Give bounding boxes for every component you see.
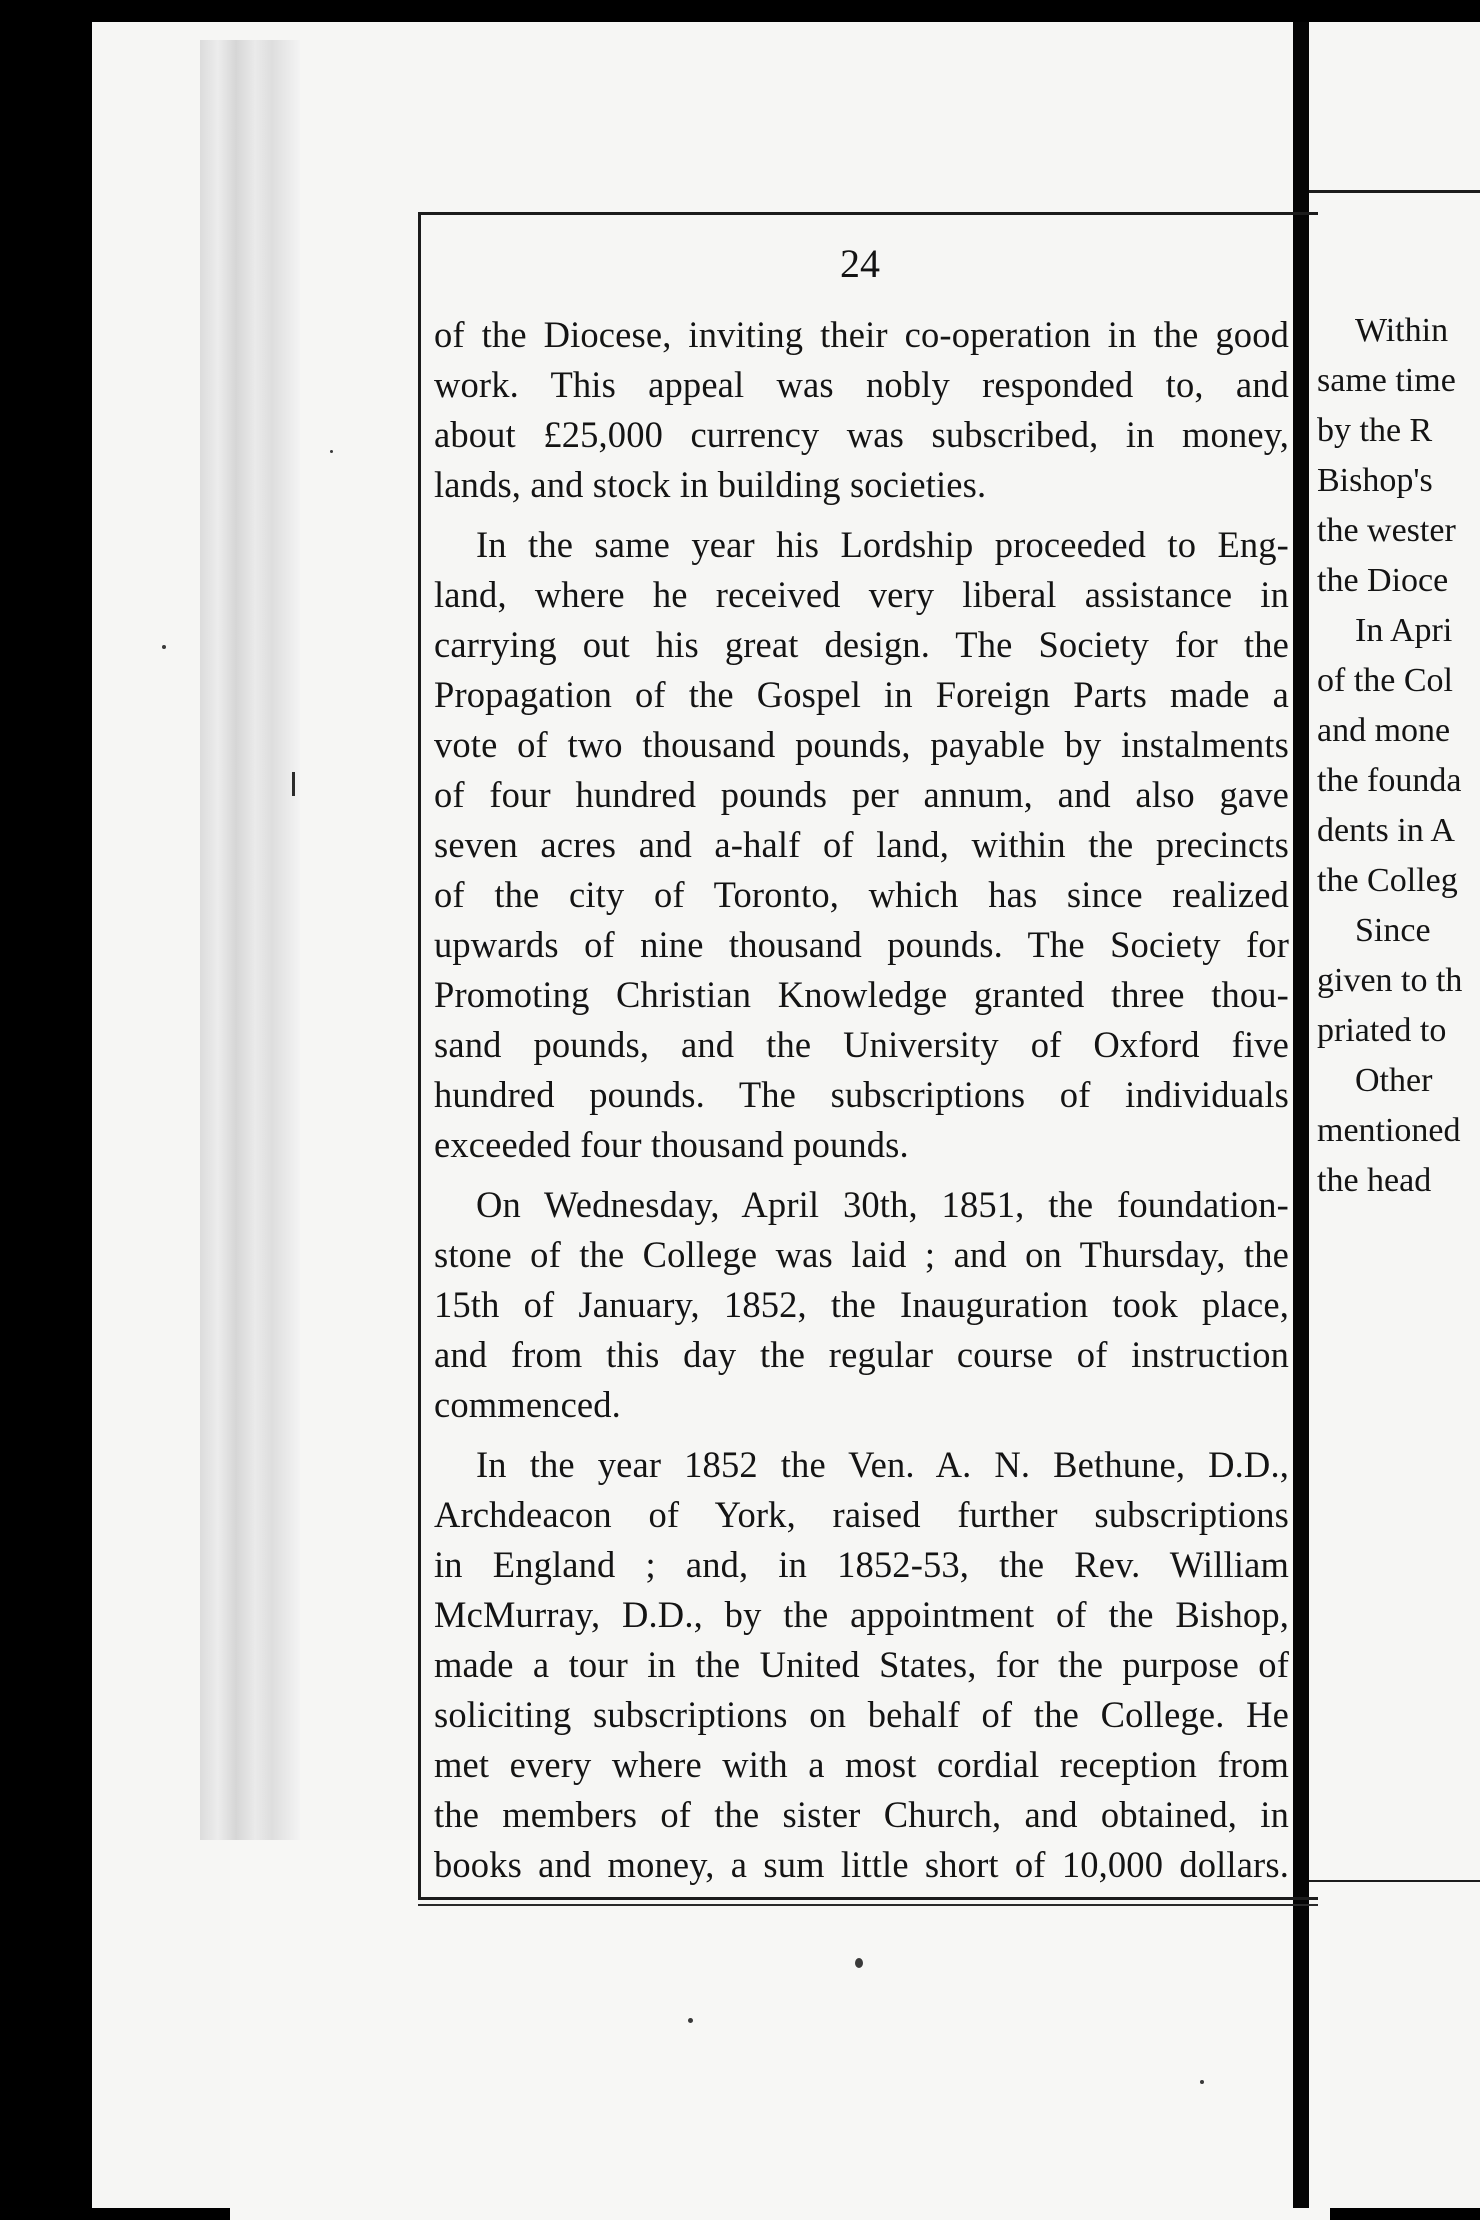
text-line: Promoting Christian Knowledge granted three thou-	[434, 974, 1289, 1015]
text-line: made a tour in the United States, for the purpose of	[434, 1644, 1289, 1685]
text-line: met every where with a most cordial reception from	[434, 1744, 1289, 1785]
facing-line: the founda	[1317, 762, 1462, 799]
text-line: books and money, a sum little short of 10,000 dollars.	[434, 1844, 1289, 1885]
text-line: of the city of Toronto, which has since realized	[434, 874, 1289, 915]
text-line: upwards of nine thousand pounds. The Society for	[434, 924, 1289, 965]
text-line: about £25,000 currency was subscribed, in money,	[434, 414, 1289, 455]
text-line: of the Diocese, inviting their co-operation in the good	[434, 314, 1289, 355]
text-line: seven acres and a-half of land, within the precincts	[434, 824, 1289, 865]
facing-line: the wester	[1317, 512, 1456, 549]
page-number: 24	[840, 241, 880, 286]
main-text	[434, 310, 1289, 1890]
facing-line: priated to	[1317, 1012, 1447, 1049]
ink-speck	[162, 645, 166, 649]
text-line: vote of two thousand pounds, payable by instalments	[434, 724, 1289, 765]
facing-page-frame-top	[1309, 190, 1480, 193]
text-line: In the same year his Lordship proceeded to Eng-	[476, 524, 1289, 565]
text-line: In the year 1852 the Ven. A. N. Bethune, D.D.,	[476, 1444, 1289, 1485]
text-line: hundred pounds. The subscriptions of individuals	[434, 1074, 1289, 1115]
text-line: soliciting subscriptions on behalf of the College. He	[434, 1694, 1289, 1735]
text-line: On Wednesday, April 30th, 1851, the foundation-	[476, 1184, 1289, 1225]
text-line: the members of the sister Church, and obtained, in	[434, 1794, 1289, 1835]
ink-speck	[1200, 2080, 1204, 2084]
text-frame-rule	[418, 1904, 1318, 1906]
text-line: Archdeacon of York, raised further subscriptions	[434, 1494, 1289, 1535]
facing-line: given to th	[1317, 962, 1463, 999]
facing-line: and mone	[1317, 712, 1451, 749]
text-line: land, where he received very liberal assistance in	[434, 574, 1289, 615]
text-line: Propagation of the Gospel in Foreign Parts made a	[434, 674, 1289, 715]
text-line: and from this day the regular course of instruction	[434, 1334, 1289, 1375]
facing-line: the Dioce	[1317, 562, 1449, 599]
facing-line: same time	[1317, 362, 1456, 399]
ink-speck	[855, 1958, 863, 1968]
facing-line: by the R	[1317, 412, 1433, 449]
facing-line: In Apri	[1355, 612, 1453, 649]
facing-line: dents in A	[1317, 812, 1455, 849]
facing-line: of the Col	[1317, 662, 1453, 699]
facing-page-text	[1317, 306, 1480, 1206]
text-line: carrying out his great design. The Society for the	[434, 624, 1289, 665]
text-line: stone of the College was laid ; and on Thursday, the	[434, 1234, 1289, 1275]
ink-speck	[688, 2018, 693, 2023]
text-line: exceeded four thousand pounds.	[434, 1124, 909, 1165]
ink-speck	[330, 450, 333, 453]
text-line: McMurray, D.D., by the appointment of the Bishop,	[434, 1594, 1289, 1635]
facing-line: mentioned	[1317, 1112, 1461, 1149]
text-line: sand pounds, and the University of Oxford five	[434, 1024, 1289, 1065]
facing-line: Since	[1355, 912, 1431, 949]
facing-line: the head	[1317, 1162, 1432, 1199]
facing-line: the Colleg	[1317, 862, 1458, 899]
facing-page-frame-bottom	[1309, 1880, 1480, 1882]
text-line: 15th of January, 1852, the Inauguration took place,	[434, 1284, 1289, 1325]
facing-line: Within	[1355, 312, 1449, 349]
text-line: commenced.	[434, 1384, 621, 1425]
page-edge-stack	[200, 40, 300, 1840]
facing-line: Bishop's	[1317, 462, 1433, 499]
facing-line: Other	[1355, 1062, 1433, 1099]
margin-mark	[292, 772, 295, 796]
text-line: of four hundred pounds per annum, and also gave	[434, 774, 1289, 815]
text-line: lands, and stock in building societies.	[434, 464, 987, 505]
text-line: in England ; and, in 1852-53, the Rev. William	[434, 1544, 1289, 1585]
text-line: work. This appeal was nobly responded to, and	[434, 364, 1289, 405]
